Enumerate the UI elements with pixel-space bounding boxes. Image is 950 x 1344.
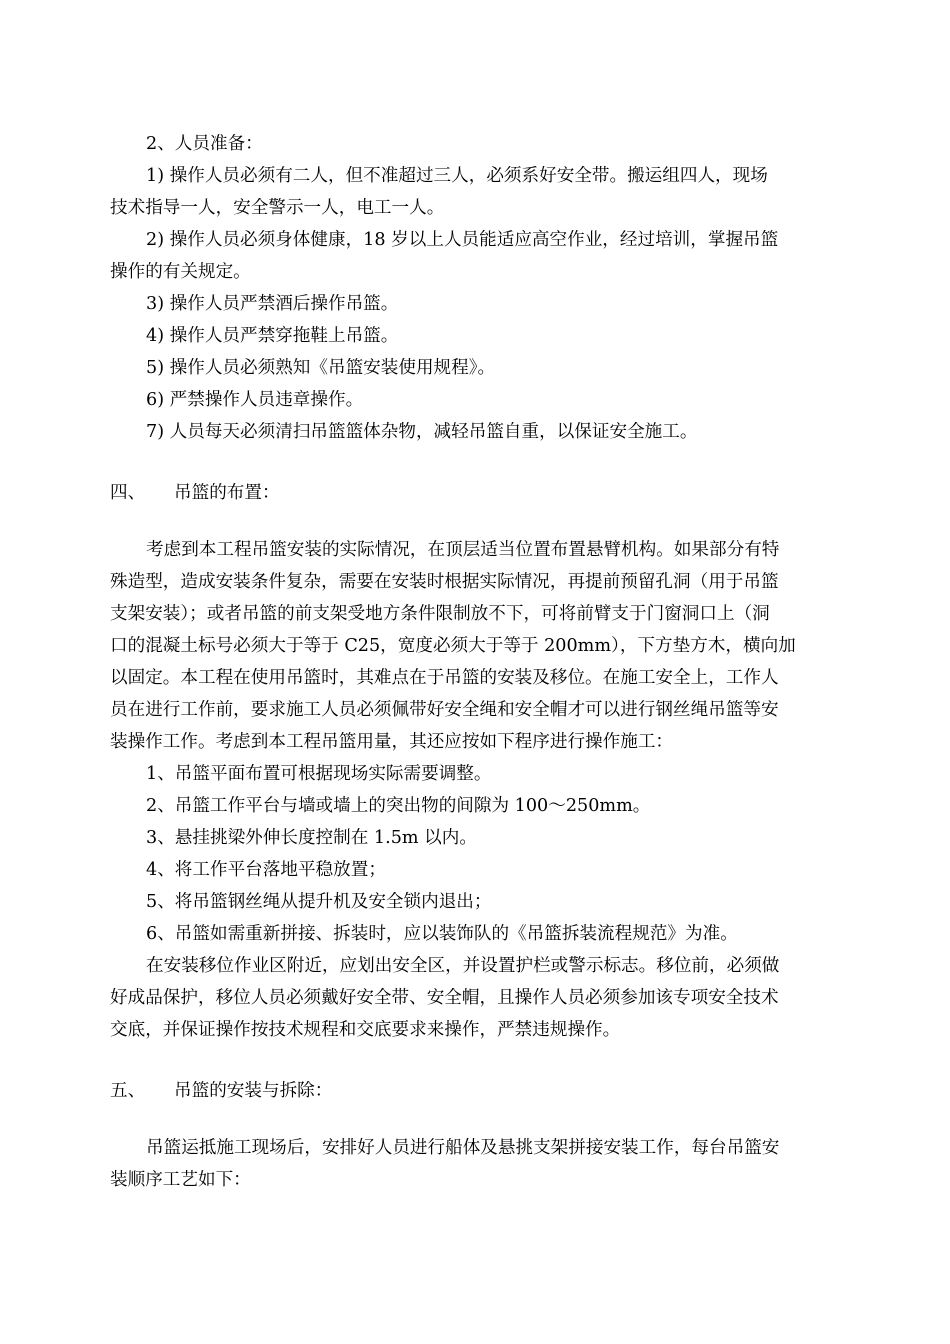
section-four-step-6: 6、吊篮如需重新拼接、拆装时，应以装饰队的《吊篮拆装流程规范》为准。 xyxy=(146,924,738,944)
personnel-item-1-line-1: 1) 操作人员必须有二人，但不准超过三人，必须系好安全带。搬运组四人，现场 xyxy=(146,166,768,186)
personnel-heading: 2、人员准备： xyxy=(146,134,263,154)
personnel-item-2-line-2: 操作的有关规定。 xyxy=(110,262,251,282)
section-four-para-line-6: 员在进行工作前，要求施工人员必须佩带好安全绳和安全帽才可以进行钢丝绳吊篮等安 xyxy=(110,700,779,720)
section-four-step-4: 4、将工作平台落地平稳放置； xyxy=(146,860,386,880)
section-four-para-line-2: 殊造型，造成安装条件复杂，需要在安装时根据实际情况，再提前预留孔洞（用于吊篮 xyxy=(110,572,779,592)
section-four-step-2: 2、吊篮工作平台与墙或墙上的突出物的间隙为 100～250mm。 xyxy=(146,796,651,816)
section-four-para2-line-2: 好成品保护，移位人员必须戴好安全带、安全帽，且操作人员必须参加该专项安全技术 xyxy=(110,988,779,1008)
section-five-para-line-1: 吊篮运抵施工现场后，安排好人员进行船体及悬挑支架拼接安装工作，每台吊篮安 xyxy=(146,1138,780,1158)
section-four-title: 吊篮的布置： xyxy=(174,483,280,503)
section-four-para-line-5: 以固定。本工程在使用吊篮时，其难点在于吊篮的安装及移位。在施工安全上，工作人 xyxy=(110,668,779,688)
personnel-item-6: 6) 严禁操作人员违章操作。 xyxy=(146,390,364,410)
section-four-para2-line-3: 交底，并保证操作按技术规程和交底要求来操作，严禁违规操作。 xyxy=(110,1020,621,1040)
section-four-step-5: 5、将吊篮钢丝绳从提升机及安全锁内退出； xyxy=(146,892,492,912)
personnel-item-4: 4) 操作人员严禁穿拖鞋上吊篮。 xyxy=(146,326,399,346)
section-four-para-line-3: 支架安装）；或者吊篮的前支架受地方条件限制放不下，可将前臂支于门窗洞口上（洞 xyxy=(110,604,770,624)
personnel-item-7: 7) 人员每天必须清扫吊篮篮体杂物，减轻吊篮自重，以保证安全施工。 xyxy=(146,422,698,442)
section-four-step-3: 3、悬挂挑梁外伸长度控制在 1.5m 以内。 xyxy=(146,828,477,848)
section-four-para-line-1: 考虑到本工程吊篮安装的实际情况，在顶层适当位置布置悬臂机构。如果部分有特 xyxy=(146,540,780,560)
personnel-item-2-line-1: 2) 操作人员必须身体健康，18 岁以上人员能适应高空作业，经过培训，掌握吊篮 xyxy=(146,230,779,250)
personnel-item-5: 5) 操作人员必须熟知《吊篮安装使用规程》。 xyxy=(146,358,496,378)
section-five-number: 五、 xyxy=(110,1081,146,1101)
section-four-para-line-7: 装操作工作。考虑到本工程吊篮用量，其还应按如下程序进行操作施工： xyxy=(110,732,674,752)
section-four-para-line-4: 口的混凝土标号必须大于等于 C25，宽度必须大于等于 200mm），下方垫方木，横向加 xyxy=(110,636,796,656)
section-four-para2-line-1: 在安装移位作业区附近，应划出安全区，并设置护栏或警示标志。移位前，必须做 xyxy=(146,956,780,976)
section-four-number: 四、 xyxy=(110,483,146,503)
section-five-title: 吊篮的安装与拆除： xyxy=(174,1081,333,1101)
personnel-item-1-line-2: 技术指导一人，安全警示一人，电工一人。 xyxy=(110,198,445,218)
section-five-para-line-2: 装顺序工艺如下： xyxy=(110,1170,251,1190)
personnel-item-3: 3) 操作人员严禁酒后操作吊篮。 xyxy=(146,294,399,314)
section-four-step-1: 1、吊篮平面布置可根据现场实际需要调整。 xyxy=(146,764,492,784)
